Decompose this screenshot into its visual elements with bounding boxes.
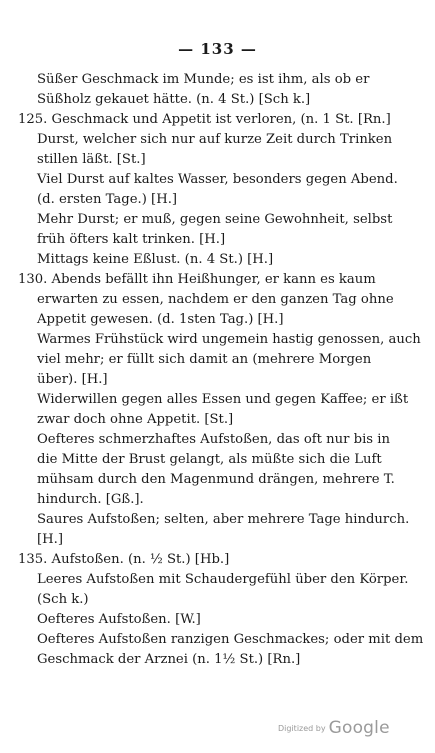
text-line: früh öfters kalt trinken. [H.]	[37, 232, 226, 247]
text-line: Mehr Durst; er muß, gegen seine Gewohnheit, selbst	[37, 212, 393, 227]
text-line: 125. Geschmack und Appetit ist verloren, (n. 1 St. [Rn.]	[18, 112, 391, 127]
text-line: hindurch. [Gß.].	[37, 492, 144, 507]
text-line: (Sch k.)	[37, 592, 89, 607]
text-line: Widerwillen gegen alles Essen und gegen Kaffee; er ißt	[37, 392, 409, 407]
text-line: [H.]	[37, 532, 63, 547]
text-line: Mittags keine Eßlust. (n. 4 St.) [H.]	[37, 252, 274, 267]
text-line: zwar doch ohne Appetit. [St.]	[37, 412, 234, 427]
google-logo: Google	[328, 718, 390, 738]
text-line: mühsam durch den Magenmund drängen, mehrere T.	[37, 472, 395, 487]
text-line: viel mehr; er füllt sich damit an (mehrere Morgen	[37, 352, 372, 367]
text-line: 130. Abends befällt ihn Heißhunger, er kann es kaum	[18, 272, 376, 287]
text-line: über). [H.]	[37, 372, 108, 387]
text-line: Viel Durst auf kaltes Wasser, besonders gegen Abend.	[37, 172, 398, 187]
text-line: stillen läßt. [St.]	[37, 152, 146, 167]
text-line: Appetit gewesen. (d. 1sten Tag.) [H.]	[37, 312, 284, 327]
text-line: Süßholz gekauet hätte. (n. 4 St.) [Sch k.]	[37, 92, 311, 107]
page-number: — 133 —	[178, 40, 257, 58]
text-line: Oefteres Aufstoßen ranzigen Geschmackes; oder mit dem	[37, 632, 424, 647]
text-line: Geschmack der Arznei (n. 1½ St.) [Rn.]	[37, 652, 301, 667]
watermark-small-text: Digitized by	[278, 724, 326, 733]
google-watermark	[278, 718, 390, 738]
text-line: 135. Aufstoßen. (n. ½ St.) [Hb.]	[18, 552, 230, 567]
text-line: erwarten zu essen, nachdem er den ganzen Tag ohne	[37, 292, 394, 307]
text-line: Oefteres Aufstoßen. [W.]	[37, 612, 201, 627]
text-line: Durst, welcher sich nur auf kurze Zeit durch Trinken	[37, 132, 393, 147]
text-line: (d. ersten Tage.) [H.]	[37, 192, 178, 207]
text-line: Leeres Aufstoßen mit Schaudergefühl über den Körper.	[37, 572, 409, 587]
text-line: Saures Aufstoßen; selten, aber mehrere Tage hindurch.	[37, 512, 410, 527]
text-line: die Mitte der Brust gelangt, als müßte sich die Luft	[37, 452, 382, 467]
text-line: Warmes Frühstück wird ungemein hastig genossen, auch	[37, 332, 421, 347]
text-line: Süßer Geschmack im Munde; es ist ihm, als ob er	[37, 72, 370, 87]
text-line: Oefteres schmerzhaftes Aufstoßen, das oft nur bis in	[37, 432, 390, 447]
